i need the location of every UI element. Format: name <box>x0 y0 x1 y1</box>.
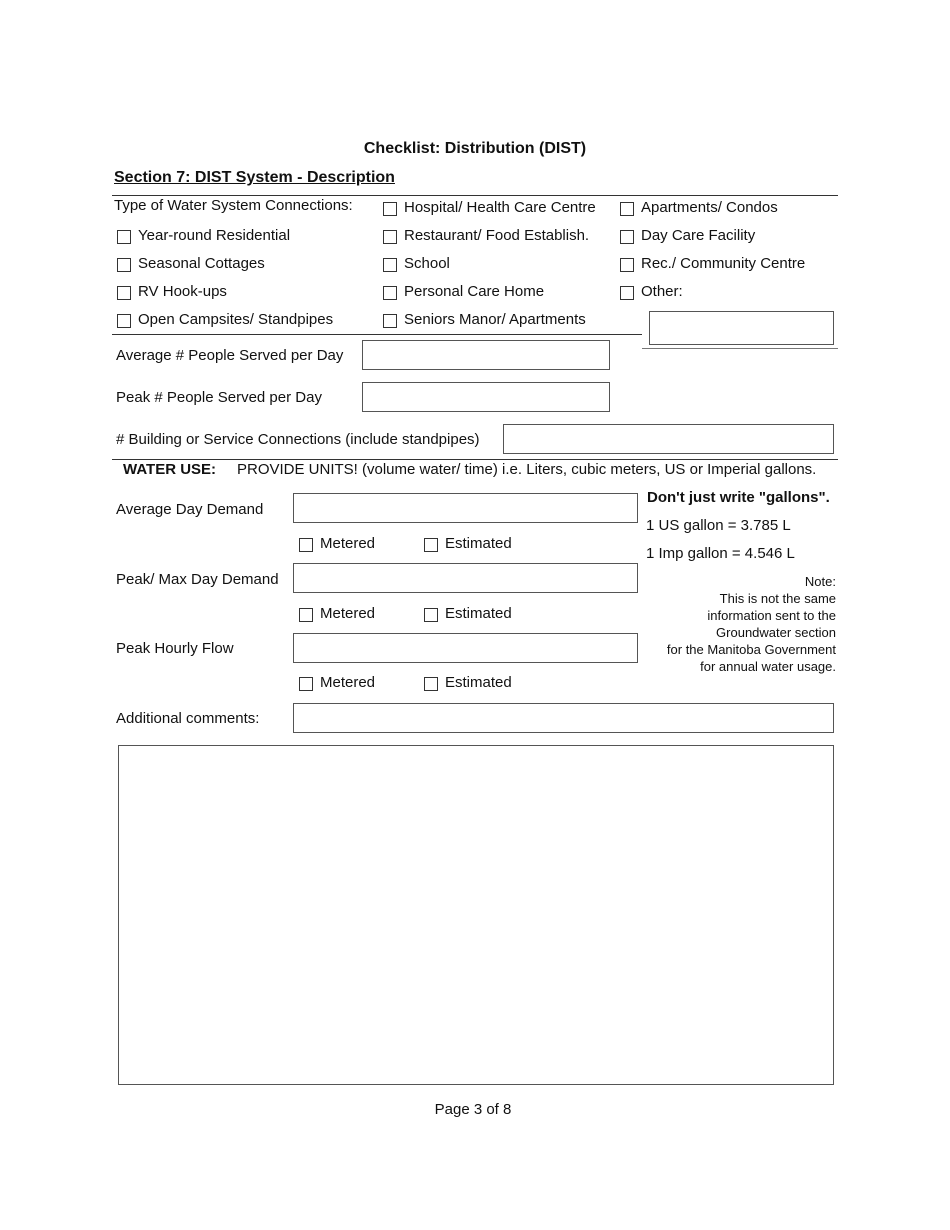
note-line: for the Manitoba Government <box>666 642 836 657</box>
divider-other <box>642 348 838 349</box>
page-number: Page 3 of 8 <box>434 1101 512 1118</box>
note-label: Note: <box>804 574 836 589</box>
other-connection-input[interactable] <box>649 311 834 345</box>
divider-connections <box>112 334 642 335</box>
peak-people-label: Peak # People Served per Day <box>116 389 322 406</box>
checkbox-label: Seniors Manor/ Apartments <box>404 311 586 328</box>
checkbox-label: Personal Care Home <box>404 283 545 300</box>
note-line: information sent to the <box>707 608 836 623</box>
additional-comments-input[interactable] <box>293 703 834 733</box>
divider-top <box>112 195 838 196</box>
checkbox-average-metered[interactable] <box>299 538 313 552</box>
water-use-heading: WATER USE: <box>123 461 217 478</box>
checkbox-year-round-residential[interactable] <box>117 230 131 244</box>
checkbox-school[interactable] <box>383 258 397 272</box>
checkbox-label: Estimated <box>445 605 512 622</box>
checkbox-peak-metered[interactable] <box>299 608 313 622</box>
section-heading: Section 7: DIST System - Description <box>114 169 395 186</box>
checkbox-label: Apartments/ Condos <box>641 199 778 216</box>
checkbox-label: Other: <box>641 283 683 300</box>
checkbox-label: Estimated <box>445 535 512 552</box>
checkbox-day-care[interactable] <box>620 230 634 244</box>
average-people-input[interactable] <box>362 340 610 370</box>
comments-textarea[interactable] <box>118 745 834 1085</box>
page-title: Checklist: Distribution (DIST) <box>363 140 587 157</box>
us-gallon-conversion: 1 US gallon = 3.785 L <box>646 517 791 534</box>
checkbox-average-estimated[interactable] <box>424 538 438 552</box>
peak-day-demand-label: Peak/ Max Day Demand <box>116 571 279 588</box>
peak-day-demand-input[interactable] <box>293 563 638 593</box>
checkbox-personal-care-home[interactable] <box>383 286 397 300</box>
checkbox-rv-hookups[interactable] <box>117 286 131 300</box>
checkbox-label: Rec./ Community Centre <box>641 255 806 272</box>
checkbox-hospital[interactable] <box>383 202 397 216</box>
peak-hourly-flow-label: Peak Hourly Flow <box>116 640 234 657</box>
checkbox-label: Metered <box>320 605 376 622</box>
peak-hourly-flow-input[interactable] <box>293 633 638 663</box>
checkbox-label: Open Campsites/ Standpipes <box>138 311 334 328</box>
checkbox-other[interactable] <box>620 286 634 300</box>
checkbox-hourly-estimated[interactable] <box>424 677 438 691</box>
checkbox-label: Metered <box>320 535 376 552</box>
checkbox-label: Day Care Facility <box>641 227 756 244</box>
checkbox-label: Metered <box>320 674 376 691</box>
checkbox-label: Hospital/ Health Care Centre <box>404 199 596 216</box>
checkbox-label: Restaurant/ Food Establish. <box>404 227 590 244</box>
note-line: This is not the same <box>719 591 836 606</box>
checkbox-peak-estimated[interactable] <box>424 608 438 622</box>
note-line: Groundwater section <box>716 625 836 640</box>
checkbox-hourly-metered[interactable] <box>299 677 313 691</box>
connections-label: Type of Water System Connections: <box>114 197 353 214</box>
imp-gallon-conversion: 1 Imp gallon = 4.546 L <box>646 545 795 562</box>
checkbox-apartments-condos[interactable] <box>620 202 634 216</box>
checkbox-open-campsites[interactable] <box>117 314 131 328</box>
average-day-demand-label: Average Day Demand <box>116 501 264 518</box>
average-people-label: Average # People Served per Day <box>116 347 344 364</box>
checkbox-label: RV Hook-ups <box>138 283 227 300</box>
connections-count-label: # Building or Service Connections (include standpipes) <box>116 431 480 448</box>
note-line: for annual water usage. <box>700 659 836 674</box>
checkbox-label: Seasonal Cottages <box>138 255 265 272</box>
water-use-instruction: PROVIDE UNITS! (volume water/ time) i.e. Liters, cubic meters, US or Imperial gallons. <box>237 461 817 478</box>
checkbox-seniors-manor[interactable] <box>383 314 397 328</box>
average-day-demand-input[interactable] <box>293 493 638 523</box>
checkbox-rec-community-centre[interactable] <box>620 258 634 272</box>
gallons-warning: Don't just write "gallons". <box>647 489 830 506</box>
peak-people-input[interactable] <box>362 382 610 412</box>
divider-water-use <box>112 459 838 460</box>
checkbox-seasonal-cottages[interactable] <box>117 258 131 272</box>
checkbox-label: School <box>404 255 450 272</box>
checkbox-restaurant[interactable] <box>383 230 397 244</box>
checkbox-label: Year-round Residential <box>138 227 291 244</box>
additional-comments-label: Additional comments: <box>116 710 260 727</box>
checkbox-label: Estimated <box>445 674 512 691</box>
connections-count-input[interactable] <box>503 424 834 454</box>
